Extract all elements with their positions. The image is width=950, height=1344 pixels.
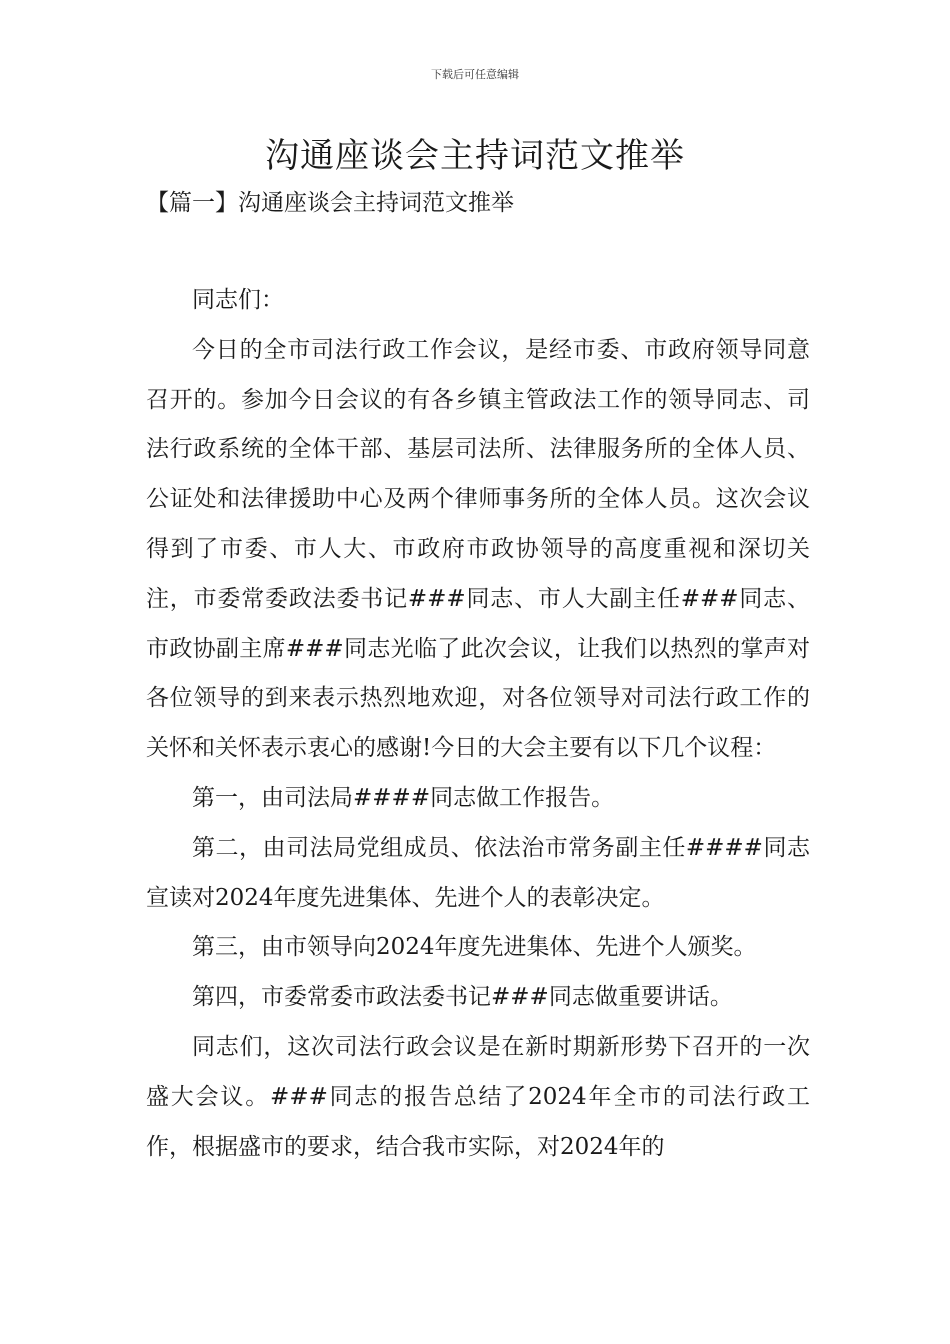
paragraph-agenda-3: 第三，由市领导向2024年度先进集体、先进个人颁奖。 (192, 934, 757, 961)
paragraph-agenda-2: 第二，由司法局党组成员、依法治市常务副主任####同志宣读对2024年度先进集体、先进个人的表彰决定。 (146, 834, 810, 911)
header-note: 下载后可任意编辑 (431, 68, 519, 81)
paragraph-summary: 同志们，这次司法行政会议是在新时期新形势下召开的一次盛大会议。###同志的报告总结了2024年全市的司法行政工作，根据盛市的要求，结合我市实际，对2024年的 (146, 1033, 810, 1160)
document-body (146, 276, 810, 1172)
document-title: 沟通座谈会主持词范文推举 (265, 136, 685, 176)
paragraph-salutation: 同志们： (192, 287, 284, 313)
paragraph-agenda-1: 第一，由司法局####同志做工作报告。 (192, 784, 615, 811)
section-heading: 【篇一】沟通座谈会主持词范文推举 (146, 190, 514, 216)
paragraph-opening: 今日的全市司法行政工作会议，是经市委、市政府领导同意召开的。参加今日会议的有各乡镇主管政法工作的领导同志、司法行政系统的全体干部、基层司法所、法律服务所的全体人员、公证处和法律援助中心及两个律师事务所的全体人员。这次会议得到了市委、市人大、市政府市政协领导的高度重视和深切关注，市委常委政法委书记###同志、市人大副主任###同志、市政协副主席###同志光临了此次会议，让我们以热烈的掌声对各位领导的到来表示热烈地欢迎，对各位领导对司法行政工作的关怀和关怀表示衷心的感谢!今日的大会主要有以下几个议程： (146, 336, 810, 762)
paragraph-agenda-4: 第四，市委常委市政法委书记###同志做重要讲话。 (192, 984, 733, 1011)
